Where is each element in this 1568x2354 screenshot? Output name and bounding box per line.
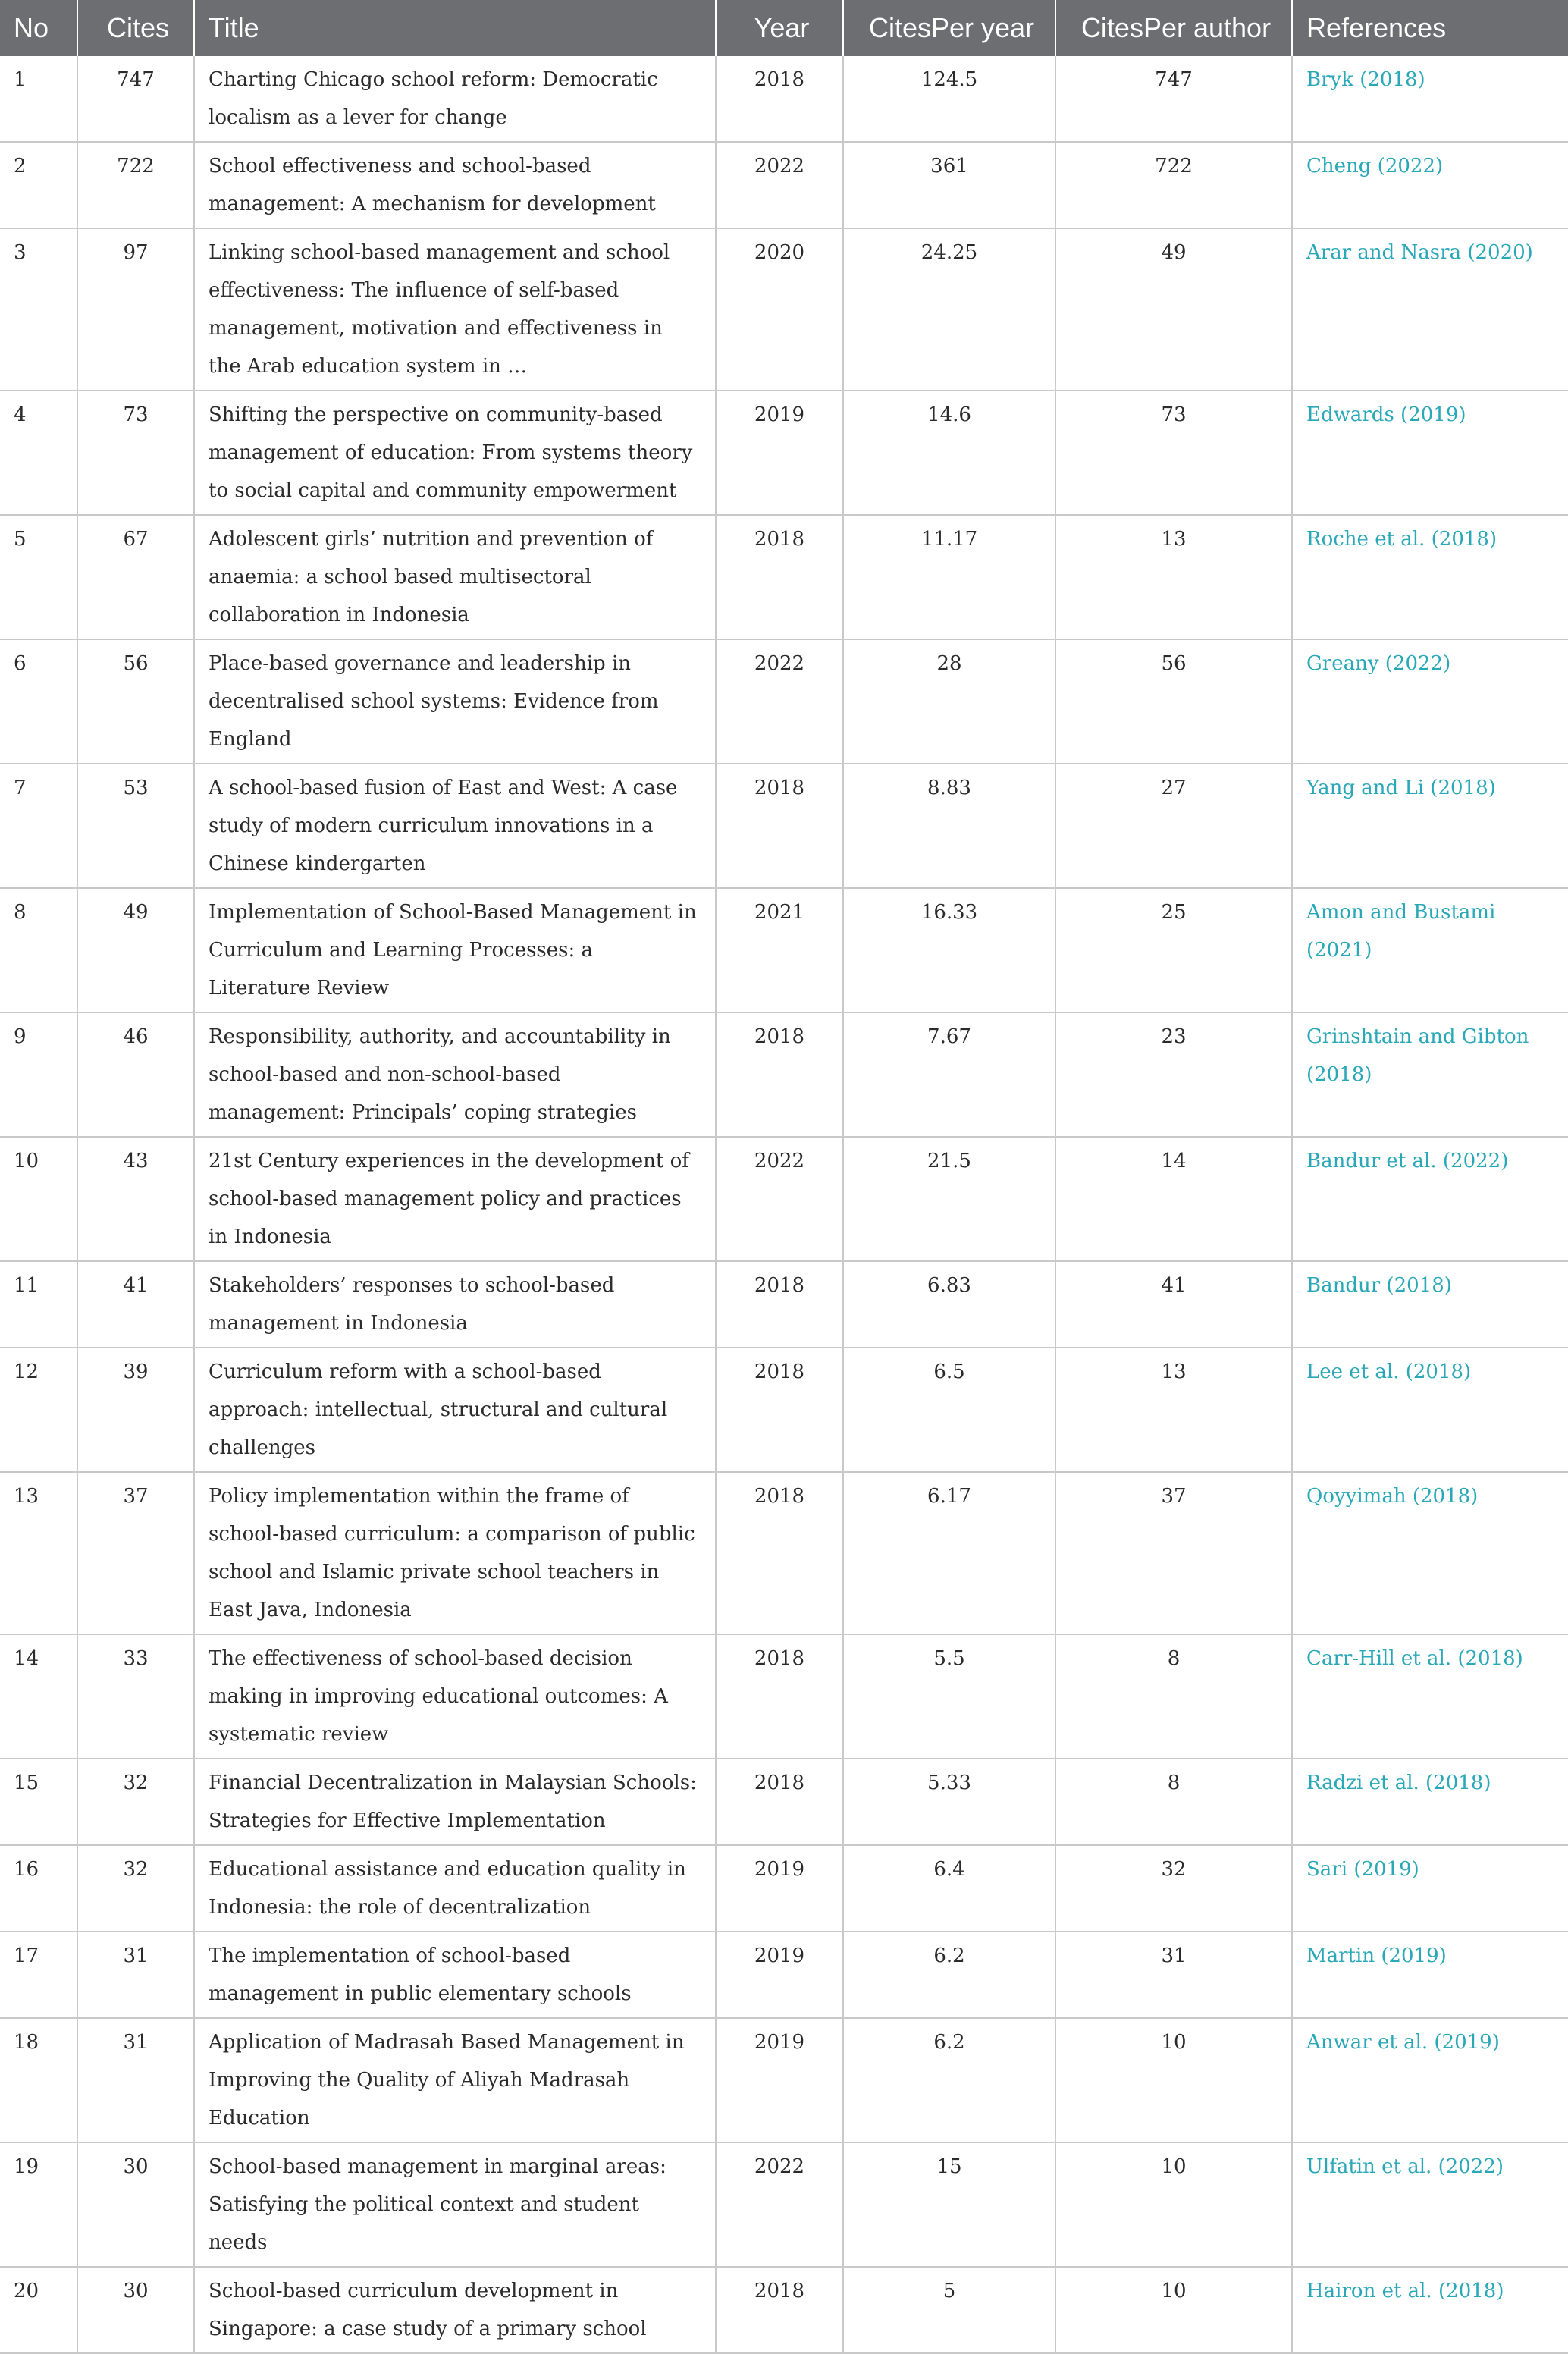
reference-link[interactable]: Hairon et al. (2018): [1292, 2267, 1568, 2353]
cell-cites-per-year: 21.5: [843, 1137, 1055, 1261]
cell-cites-per-author: 14: [1055, 1137, 1292, 1261]
cell-cites: 37: [77, 1472, 194, 1634]
table-row: [0, 515, 1568, 639]
cell-no: 17: [0, 1932, 77, 2018]
cell-title: 21st Century experiences in the development of school-based management policy and practices in Indonesia: [194, 1137, 716, 1261]
cell-no: 1: [0, 56, 77, 142]
cell-title: School-based management in marginal areas: Satisfying the political context and student needs: [194, 2142, 716, 2267]
cell-title: The effectiveness of school-based decision making in improving educational outcomes: A systematic review: [194, 1634, 716, 1759]
cell-cites-per-year: 11.17: [843, 515, 1055, 639]
table-row: [0, 56, 1568, 142]
reference-link[interactable]: Anwar et al. (2019): [1292, 2018, 1568, 2142]
cell-cites-per-year: 5.33: [843, 1759, 1055, 1845]
cell-title: Stakeholders’ responses to school-based management in Indonesia: [194, 1261, 716, 1348]
cell-cites-per-author: 56: [1055, 639, 1292, 764]
cell-cites: 30: [77, 2142, 194, 2267]
cell-cites-per-year: 6.4: [843, 1845, 1055, 1932]
cell-cites: 46: [77, 1012, 194, 1137]
cell-year: 2019: [716, 1932, 843, 2018]
cell-no: 9: [0, 1012, 77, 1137]
reference-link[interactable]: Qoyyimah (2018): [1292, 1472, 1568, 1634]
cell-cites-per-author: 25: [1055, 888, 1292, 1012]
cell-year: 2018: [716, 1348, 843, 1472]
cell-cites: 31: [77, 1932, 194, 2018]
reference-link[interactable]: Sari (2019): [1292, 1845, 1568, 1932]
cell-year: 2018: [716, 1759, 843, 1845]
col-header-cites: Cites: [77, 0, 194, 56]
cell-no: 5: [0, 515, 77, 639]
cell-year: 2021: [716, 888, 843, 1012]
cell-year: 2018: [716, 56, 843, 142]
cell-cites: 41: [77, 1261, 194, 1348]
cell-year: 2022: [716, 2142, 843, 2267]
header-row: [0, 0, 1568, 56]
cell-title: Charting Chicago school reform: Democratic localism as a lever for change: [194, 56, 716, 142]
cell-cites: 39: [77, 1348, 194, 1472]
cell-year: 2022: [716, 639, 843, 764]
cell-cites-per-year: 24.25: [843, 228, 1055, 391]
cell-cites-per-author: 49: [1055, 228, 1292, 391]
table-row: [0, 1634, 1568, 1759]
cell-cites: 56: [77, 639, 194, 764]
table-row: [0, 1932, 1568, 2018]
table-row: [0, 1472, 1568, 1634]
cell-no: 7: [0, 764, 77, 888]
cell-cites-per-year: 6.83: [843, 1261, 1055, 1348]
cell-cites: 97: [77, 228, 194, 391]
cell-no: 15: [0, 1759, 77, 1845]
cell-cites-per-author: 41: [1055, 1261, 1292, 1348]
cell-cites-per-year: 124.5: [843, 56, 1055, 142]
reference-link[interactable]: Martin (2019): [1292, 1932, 1568, 2018]
cell-year: 2019: [716, 2018, 843, 2142]
cell-cites-per-author: 8: [1055, 1759, 1292, 1845]
table-row: [0, 1261, 1568, 1348]
cell-year: 2019: [716, 391, 843, 515]
col-header-no: No: [14, 12, 49, 43]
cell-cites: 722: [77, 142, 194, 228]
cell-cites: 30: [77, 2267, 194, 2353]
cell-no: 10: [0, 1137, 77, 1261]
cell-cites-per-author: 37: [1055, 1472, 1292, 1634]
cell-cites-per-year: 5: [843, 2267, 1055, 2353]
table-row: [0, 142, 1568, 228]
table-row: [0, 1759, 1568, 1845]
cell-cites-per-year: 7.67: [843, 1012, 1055, 1137]
cell-no: 18: [0, 2018, 77, 2142]
cell-no: 8: [0, 888, 77, 1012]
cell-cites-per-author: 13: [1055, 1348, 1292, 1472]
cell-year: 2018: [716, 764, 843, 888]
cell-no: 16: [0, 1845, 77, 1932]
cell-no: 13: [0, 1472, 77, 1634]
cell-cites: 67: [77, 515, 194, 639]
cell-title: Adolescent girls’ nutrition and prevention of anaemia: a school based multisectoral collaboration in Indonesia: [194, 515, 716, 639]
cell-no: 19: [0, 2142, 77, 2267]
col-header-year: Year: [716, 0, 843, 56]
cell-title: Linking school-based management and school effectiveness: The influence of self-based management, motivation and effectiveness in the Arab education system in …: [194, 228, 716, 391]
cell-cites-per-author: 10: [1055, 2267, 1292, 2353]
cell-no: 3: [0, 228, 77, 391]
reference-link[interactable]: Bandur (2018): [1292, 1261, 1568, 1348]
table-row: [0, 228, 1568, 391]
cell-year: 2019: [716, 1845, 843, 1932]
cell-cites-per-year: 6.2: [843, 1932, 1055, 2018]
cell-title: School-based curriculum development in Singapore: a case study of a primary school: [194, 2267, 716, 2353]
table-row: [0, 2142, 1568, 2267]
cell-no: 2: [0, 142, 77, 228]
cell-cites: 53: [77, 764, 194, 888]
reference-link[interactable]: Radzi et al. (2018): [1292, 1759, 1568, 1845]
cell-cites-per-year: 361: [843, 142, 1055, 228]
table-body: [0, 56, 1568, 2353]
col-header-cites-per-year: CitesPer year: [843, 0, 1055, 56]
cell-no: 6: [0, 639, 77, 764]
reference-link[interactable]: Amon and Bustami (2021): [1292, 888, 1568, 1012]
cell-title: Curriculum reform with a school-based approach: intellectual, structural and cultural challenges: [194, 1348, 716, 1472]
reference-link[interactable]: Ulfatin et al. (2022): [1292, 2142, 1568, 2267]
reference-link[interactable]: Cheng (2022): [1292, 142, 1568, 228]
cell-title: Financial Decentralization in Malaysian Schools: Strategies for Effective Implementation: [194, 1759, 716, 1845]
table-row: [0, 639, 1568, 764]
cell-cites-per-year: 5.5: [843, 1634, 1055, 1759]
table-row: [0, 2018, 1568, 2142]
reference-link[interactable]: Bryk (2018): [1292, 56, 1568, 142]
cell-title: Policy implementation within the frame of school-based curriculum: a comparison of public school and Islamic private school teachers in East Java, Indonesia: [194, 1472, 716, 1634]
cell-cites-per-author: 73: [1055, 391, 1292, 515]
cell-no: 11: [0, 1261, 77, 1348]
cell-cites-per-year: 28: [843, 639, 1055, 764]
cell-year: 2018: [716, 1634, 843, 1759]
cell-cites-per-author: 722: [1055, 142, 1292, 228]
cell-cites-per-year: 15: [843, 2142, 1055, 2267]
cell-year: 2018: [716, 1012, 843, 1137]
cell-title: Educational assistance and education quality in Indonesia: the role of decentralization: [194, 1845, 716, 1932]
cell-cites-per-author: 23: [1055, 1012, 1292, 1137]
cell-year: 2020: [716, 228, 843, 391]
table-row: [0, 2267, 1568, 2353]
cell-title: The implementation of school-based management in public elementary schools: [194, 1932, 716, 2018]
cell-no: 4: [0, 391, 77, 515]
cell-year: 2018: [716, 515, 843, 639]
cell-year: 2022: [716, 142, 843, 228]
cell-cites: 43: [77, 1137, 194, 1261]
cell-cites-per-author: 747: [1055, 56, 1292, 142]
cell-cites-per-year: 6.5: [843, 1348, 1055, 1472]
table-row: [0, 888, 1568, 1012]
reference-link[interactable]: Greany (2022): [1292, 639, 1568, 764]
cell-title: Shifting the perspective on community-based management of education: From systems theory to social capital and community empowerment: [194, 391, 716, 515]
cell-year: 2022: [716, 1137, 843, 1261]
cell-cites: 747: [77, 56, 194, 142]
cell-title: School effectiveness and school-based management: A mechanism for development: [194, 142, 716, 228]
cell-cites: 32: [77, 1759, 194, 1845]
cell-no: 20: [0, 2267, 77, 2353]
table-row: [0, 1137, 1568, 1261]
cell-cites-per-author: 32: [1055, 1845, 1292, 1932]
cell-cites: 32: [77, 1845, 194, 1932]
col-header-title: Title: [194, 0, 716, 56]
cell-cites-per-year: 6.17: [843, 1472, 1055, 1634]
cell-title: Place-based governance and leadership in decentralised school systems: Evidence from England: [194, 639, 716, 764]
cell-cites: 31: [77, 2018, 194, 2142]
cell-no: 12: [0, 1348, 77, 1472]
cell-cites-per-year: 8.83: [843, 764, 1055, 888]
cell-cites: 33: [77, 1634, 194, 1759]
cell-cites-per-author: 10: [1055, 2142, 1292, 2267]
reference-link[interactable]: Arar and Nasra (2020): [1292, 228, 1568, 391]
table-row: [0, 391, 1568, 515]
cell-year: 2018: [716, 2267, 843, 2353]
cell-cites-per-year: 16.33: [843, 888, 1055, 1012]
reference-link[interactable]: Edwards (2019): [1292, 391, 1568, 515]
cell-title: Responsibility, authority, and accountability in school-based and non-school-based management: Principals’ coping strategies: [194, 1012, 716, 1137]
reference-link[interactable]: Yang and Li (2018): [1292, 764, 1568, 888]
cell-cites-per-author: 10: [1055, 2018, 1292, 2142]
cell-title: Application of Madrasah Based Management in Improving the Quality of Aliyah Madrasah Education: [194, 2018, 716, 2142]
reference-link[interactable]: Roche et al. (2018): [1292, 515, 1568, 639]
cell-title: Implementation of School-Based Management in Curriculum and Learning Processes: a Literature Review: [194, 888, 716, 1012]
cell-year: 2018: [716, 1472, 843, 1634]
cell-cites-per-author: 8: [1055, 1634, 1292, 1759]
cell-no: 14: [0, 1634, 77, 1759]
cell-cites-per-year: 6.2: [843, 2018, 1055, 2142]
cell-cites-per-author: 27: [1055, 764, 1292, 888]
cell-cites-per-author: 13: [1055, 515, 1292, 639]
cell-cites-per-author: 31: [1055, 1932, 1292, 2018]
cell-cites: 73: [77, 391, 194, 515]
col-header-cites-per-author: CitesPer author: [1055, 0, 1292, 56]
col-header-references: References: [1292, 0, 1568, 56]
reference-link[interactable]: Carr-Hill et al. (2018): [1292, 1634, 1568, 1759]
table-row: [0, 764, 1568, 888]
cell-title: A school-based fusion of East and West: A case study of modern curriculum innovations in a Chinese kindergarten: [194, 764, 716, 888]
table-row: [0, 1348, 1568, 1472]
cell-cites: 49: [77, 888, 194, 1012]
reference-link[interactable]: Grinshtain and Gibton (2018): [1292, 1012, 1568, 1137]
reference-link[interactable]: Lee et al. (2018): [1292, 1348, 1568, 1472]
table-row: [0, 1845, 1568, 1932]
reference-link[interactable]: Bandur et al. (2022): [1292, 1137, 1568, 1261]
table-row: [0, 1012, 1568, 1137]
cell-year: 2018: [716, 1261, 843, 1348]
cell-cites-per-year: 14.6: [843, 391, 1055, 515]
